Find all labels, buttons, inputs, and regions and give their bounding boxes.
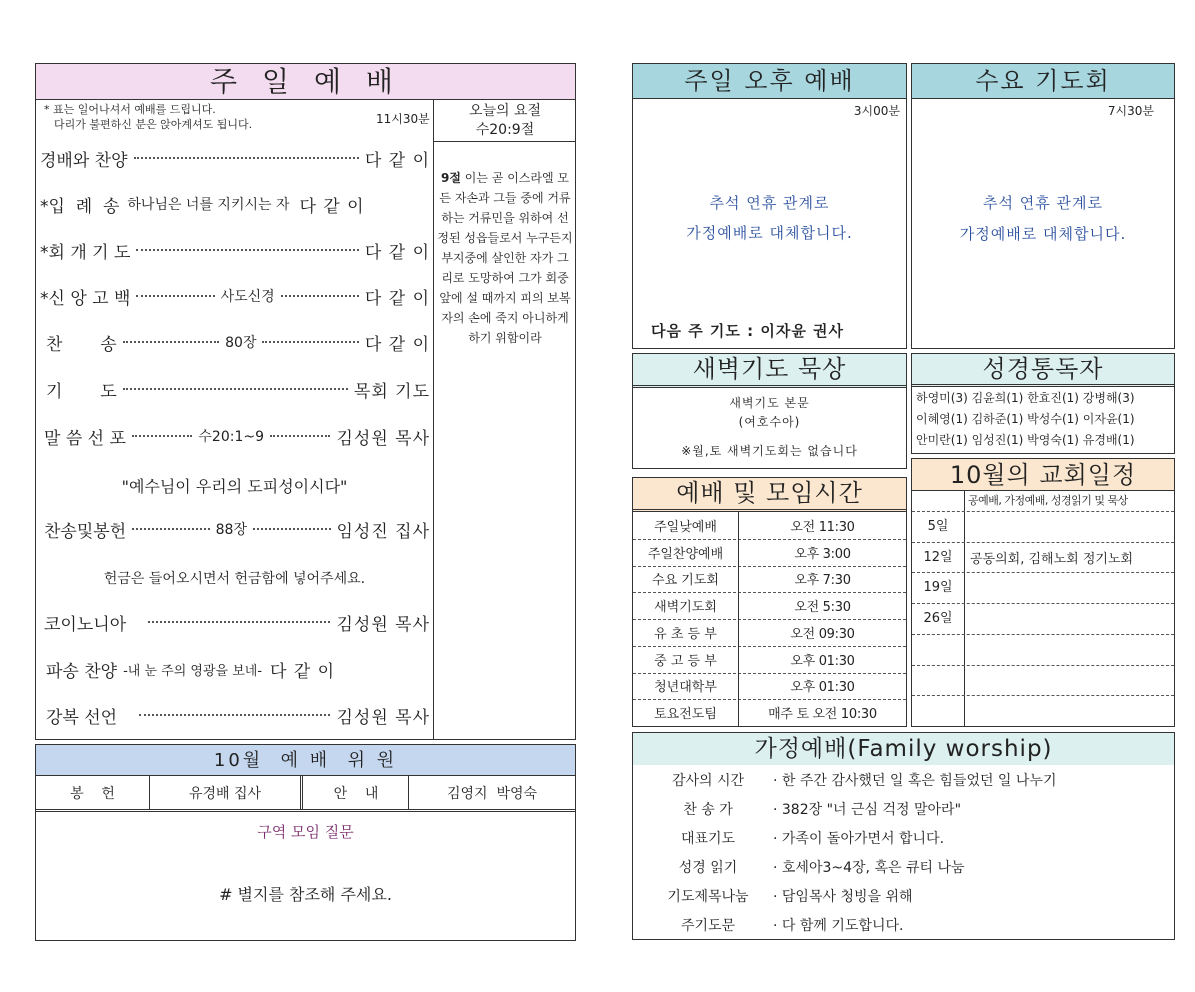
wednesday-prayer-panel xyxy=(911,63,1175,349)
family-row-text: · 다 함께 기도합니다. xyxy=(773,918,904,934)
times-table xyxy=(633,512,906,726)
order-label: 경배와 찬양 xyxy=(40,150,128,171)
leader-dots xyxy=(148,621,330,623)
time-row-time: 오전 11:30 xyxy=(790,519,855,535)
order-label: 찬송및봉헌 xyxy=(44,521,127,542)
sunday-worship-title: 주 일 예 배 xyxy=(210,65,401,98)
dawn-line1: 새벽기도 본문 xyxy=(729,396,810,410)
dawn-body xyxy=(633,394,906,461)
committee-panel xyxy=(35,744,576,941)
summary-verse-number: 9절 xyxy=(441,171,461,185)
standing-note-line2: 다리가 불편하신 분은 앉아계셔도 됩니다. xyxy=(54,118,253,131)
schedule-header xyxy=(912,459,1174,491)
schedule-event xyxy=(970,572,1170,603)
order-row-entrance xyxy=(40,191,430,217)
family-row-label: 대표기도 xyxy=(680,831,736,847)
afternoon-header xyxy=(633,64,906,99)
family-row-label: 감사의 시간 xyxy=(671,773,745,789)
time-row-name: 중 고 등 부 xyxy=(654,653,717,669)
readers-title: 성경통독자 xyxy=(982,355,1104,383)
order-row-benediction xyxy=(46,702,430,728)
schedule-date: 12일 xyxy=(923,549,953,565)
order-row-sending xyxy=(46,656,430,682)
order-label: 찬 송 xyxy=(46,334,117,355)
family-row-text: · 담임목사 청빙을 위해 xyxy=(773,889,913,905)
time-row-name: 주일낮예배 xyxy=(654,519,717,535)
dawn-header xyxy=(633,354,906,388)
leader-dots xyxy=(270,435,330,437)
wednesday-notice-line2: 가정예배로 대체합니다. xyxy=(959,225,1127,243)
worship-time: 11시30분 xyxy=(376,112,430,126)
family-row-text: · 382장 "너 근심 걱정 말아라" xyxy=(773,802,962,818)
schedule-column-header: 공예배, 가정예배, 성경읽기 및 묵상 xyxy=(968,494,1128,507)
summary-heading xyxy=(434,102,576,142)
dawn-line3: ※월,토 새벽기도회는 없습니다 xyxy=(681,444,858,458)
group-question-text: # 별지를 참조해 주세요. xyxy=(219,885,392,904)
order-who: 다 같 이 xyxy=(364,150,430,171)
schedule-date: 26일 xyxy=(923,610,953,626)
afternoon-title: 주일 오후 예배 xyxy=(684,67,855,95)
order-who: 다 같 이 xyxy=(270,661,336,682)
order-row-offering xyxy=(44,516,430,542)
order-who: 김성원 목사 xyxy=(336,428,430,449)
usher-label: 안 내 xyxy=(333,785,379,802)
schedule-date: 19일 xyxy=(923,580,953,596)
summary-verse-text: 이는 곧 이스라엘 모든 자손과 그들 중에 거류하는 거류민을 위하여 선정된 성읍들로서 누구든지 부지중에 살인한 자가 그리로 도망하여 그가 회중 앞에 설 때까지 피의 보복자의 손에 죽지 아니하게 하기 위함이라 xyxy=(437,171,573,345)
family-worship-panel xyxy=(632,732,1175,940)
leader-dots xyxy=(136,249,359,251)
meeting-times-panel xyxy=(632,477,907,727)
church-schedule-panel xyxy=(911,458,1175,727)
sermon-title: "예수님이 우리의 도피성이시다" xyxy=(121,477,348,496)
offering-note: 헌금은 들어오시면서 헌금함에 넣어주세요. xyxy=(103,571,366,587)
schedule-event xyxy=(970,665,1170,696)
order-row-sermon xyxy=(44,423,430,449)
summary-divider xyxy=(433,100,434,740)
offering-label: 봉 헌 xyxy=(70,785,115,802)
afternoon-time: 3시00분 xyxy=(853,104,900,118)
readers-header xyxy=(912,354,1174,387)
order-label: *신 앙 고 백 xyxy=(40,288,131,309)
order-middle: 수20:1~9 xyxy=(198,429,264,445)
time-row-time: 오후 01:30 xyxy=(790,653,855,669)
order-middle: 88장 xyxy=(215,522,247,538)
next-week-prayer: 다음 주 기도 : 이자윤 권사 xyxy=(651,322,845,340)
time-row-time: 오후 3:00 xyxy=(794,546,851,562)
readers-line: 이혜영(1) 김하준(1) 박성수(1) 이자윤(1) xyxy=(916,412,1135,426)
order-middle: 하나님은 너를 지키시는 자 xyxy=(127,197,290,213)
schedule-table xyxy=(912,491,1174,726)
family-row-label: 찬 송 가 xyxy=(683,802,733,818)
order-label: 코이노니아 xyxy=(44,614,127,635)
order-who: 다 같 이 xyxy=(299,196,365,217)
family-row-text: · 호세아3~4장, 혹은 큐티 나눔 xyxy=(773,860,965,876)
order-label: *회 개 기 도 xyxy=(40,242,131,263)
order-row-hymn xyxy=(46,329,430,355)
sunday-worship-header xyxy=(36,64,575,100)
wednesday-notice xyxy=(912,188,1174,250)
order-row-prayer xyxy=(46,376,430,402)
times-divider xyxy=(738,512,739,726)
family-row-label: 성경 읽기 xyxy=(678,860,738,876)
order-label: 파송 찬양 xyxy=(46,661,118,682)
standing-note-line1: * 표는 일어나셔서 예배를 드립니다. xyxy=(44,103,216,116)
leader-dots xyxy=(136,295,214,297)
order-who: 목회 기도 xyxy=(353,381,430,402)
usher-names: 김영지 박영숙 xyxy=(446,785,538,802)
wednesday-header xyxy=(912,64,1174,99)
time-row-name: 주일찬양예배 xyxy=(647,546,724,562)
leader-dots xyxy=(134,157,359,159)
standing-note xyxy=(44,102,252,132)
time-row-time: 오후 7:30 xyxy=(794,573,851,589)
order-who: 다 같 이 xyxy=(364,242,430,263)
order-row-praise xyxy=(40,145,430,171)
leader-dots xyxy=(253,528,331,530)
schedule-date xyxy=(912,695,964,722)
leader-dots xyxy=(123,388,348,390)
wednesday-title: 수요 기도회 xyxy=(975,67,1111,95)
times-title: 예배 및 모임시간 xyxy=(676,479,863,507)
family-row-text: · 가족이 돌아가면서 합니다. xyxy=(773,831,945,847)
order-row-creed xyxy=(40,283,430,309)
schedule-event xyxy=(970,511,1170,542)
order-label: 강복 선언 xyxy=(46,707,118,728)
time-row-time: 오전 5:30 xyxy=(794,600,851,616)
table-divider xyxy=(300,776,303,809)
dawn-prayer-panel xyxy=(632,353,907,469)
summary-title: 오늘의 요절 xyxy=(468,103,542,119)
schedule-event xyxy=(970,695,1170,726)
committee-title: 10월 예 배 위 원 xyxy=(213,750,398,771)
order-who: 김성원 목사 xyxy=(336,614,430,635)
readers-list xyxy=(916,388,1135,451)
bible-readers-panel xyxy=(911,353,1175,454)
schedule-event xyxy=(970,634,1170,665)
afternoon-notice-line1: 추석 연휴 관계로 xyxy=(709,194,830,212)
order-who: 다 같 이 xyxy=(364,334,430,355)
leader-dots xyxy=(139,714,330,716)
time-row-time: 오전 09:30 xyxy=(790,626,855,642)
leader-dots xyxy=(262,341,358,343)
committee-header xyxy=(36,745,575,776)
leader-dots xyxy=(132,528,210,530)
readers-line: 하영미(3) 김윤희(1) 한효진(1) 강병해(3) xyxy=(916,391,1135,405)
order-who: 다 같 이 xyxy=(364,288,430,309)
times-header xyxy=(633,478,906,512)
time-row-name: 청년대학부 xyxy=(654,680,717,696)
family-title: 가정예배(Family worship) xyxy=(754,736,1053,762)
order-label: 기 도 xyxy=(46,381,117,402)
schedule-date xyxy=(912,634,964,661)
schedule-date: 5일 xyxy=(927,518,949,534)
leader-dots xyxy=(132,435,192,437)
time-row-name: 토요전도팀 xyxy=(654,707,717,723)
order-row-koinonia xyxy=(44,609,430,635)
leader-dots xyxy=(281,295,359,297)
family-row-label: 주기도문 xyxy=(680,918,736,934)
group-question-title: 구역 모임 질문 xyxy=(257,823,354,841)
order-who: 임성진 집사 xyxy=(336,521,431,542)
afternoon-notice-line2: 가정예배로 대체합니다. xyxy=(686,224,853,242)
time-row-time: 오후 01:30 xyxy=(790,680,855,696)
family-row-label: 기도제목나눔 xyxy=(667,889,749,905)
order-middle: 80장 xyxy=(225,335,257,351)
order-row-repentance xyxy=(40,237,430,263)
order-label: 말 씀 선 포 xyxy=(44,428,126,449)
family-row-text: · 한 주간 감사했던 일 혹은 힘들었던 일 나누기 xyxy=(773,773,1057,789)
wednesday-time: 7시30분 xyxy=(1107,104,1154,118)
summary-verse xyxy=(436,168,574,348)
order-label: *입 례 송 xyxy=(40,196,120,217)
schedule-event xyxy=(970,603,1170,634)
family-header xyxy=(633,733,1174,765)
afternoon-worship-panel xyxy=(632,63,907,349)
afternoon-notice xyxy=(633,188,906,248)
schedule-date xyxy=(912,665,964,692)
order-who: 김성원 목사 xyxy=(336,707,430,728)
time-row-time: 매주 토 오전 10:30 xyxy=(768,707,877,723)
order-middle: 사도신경 xyxy=(220,289,275,305)
summary-ref: 수20:9절 xyxy=(475,122,535,138)
schedule-title: 10월의 교회일정 xyxy=(949,461,1137,489)
dawn-title: 새벽기도 묵상 xyxy=(692,355,847,383)
committee-table xyxy=(36,776,575,812)
sunday-worship-panel xyxy=(35,63,576,740)
readers-line: 안미란(1) 임성진(1) 박영숙(1) 유경배(1) xyxy=(916,433,1135,447)
offering-name: 유경배 집사 xyxy=(188,785,262,802)
time-row-name: 유 초 등 부 xyxy=(654,626,717,642)
time-row-name: 새벽기도회 xyxy=(654,600,717,616)
schedule-event: 공동의회, 김해노회 정기노회 xyxy=(970,551,1134,567)
dawn-line2: (여호수아) xyxy=(738,415,801,429)
leader-dots xyxy=(123,341,219,343)
order-middle: -내 눈 주의 영광을 보네- xyxy=(123,663,263,679)
time-row-name: 수요 기도회 xyxy=(652,573,719,589)
wednesday-notice-line1: 추석 연휴 관계로 xyxy=(983,194,1103,212)
